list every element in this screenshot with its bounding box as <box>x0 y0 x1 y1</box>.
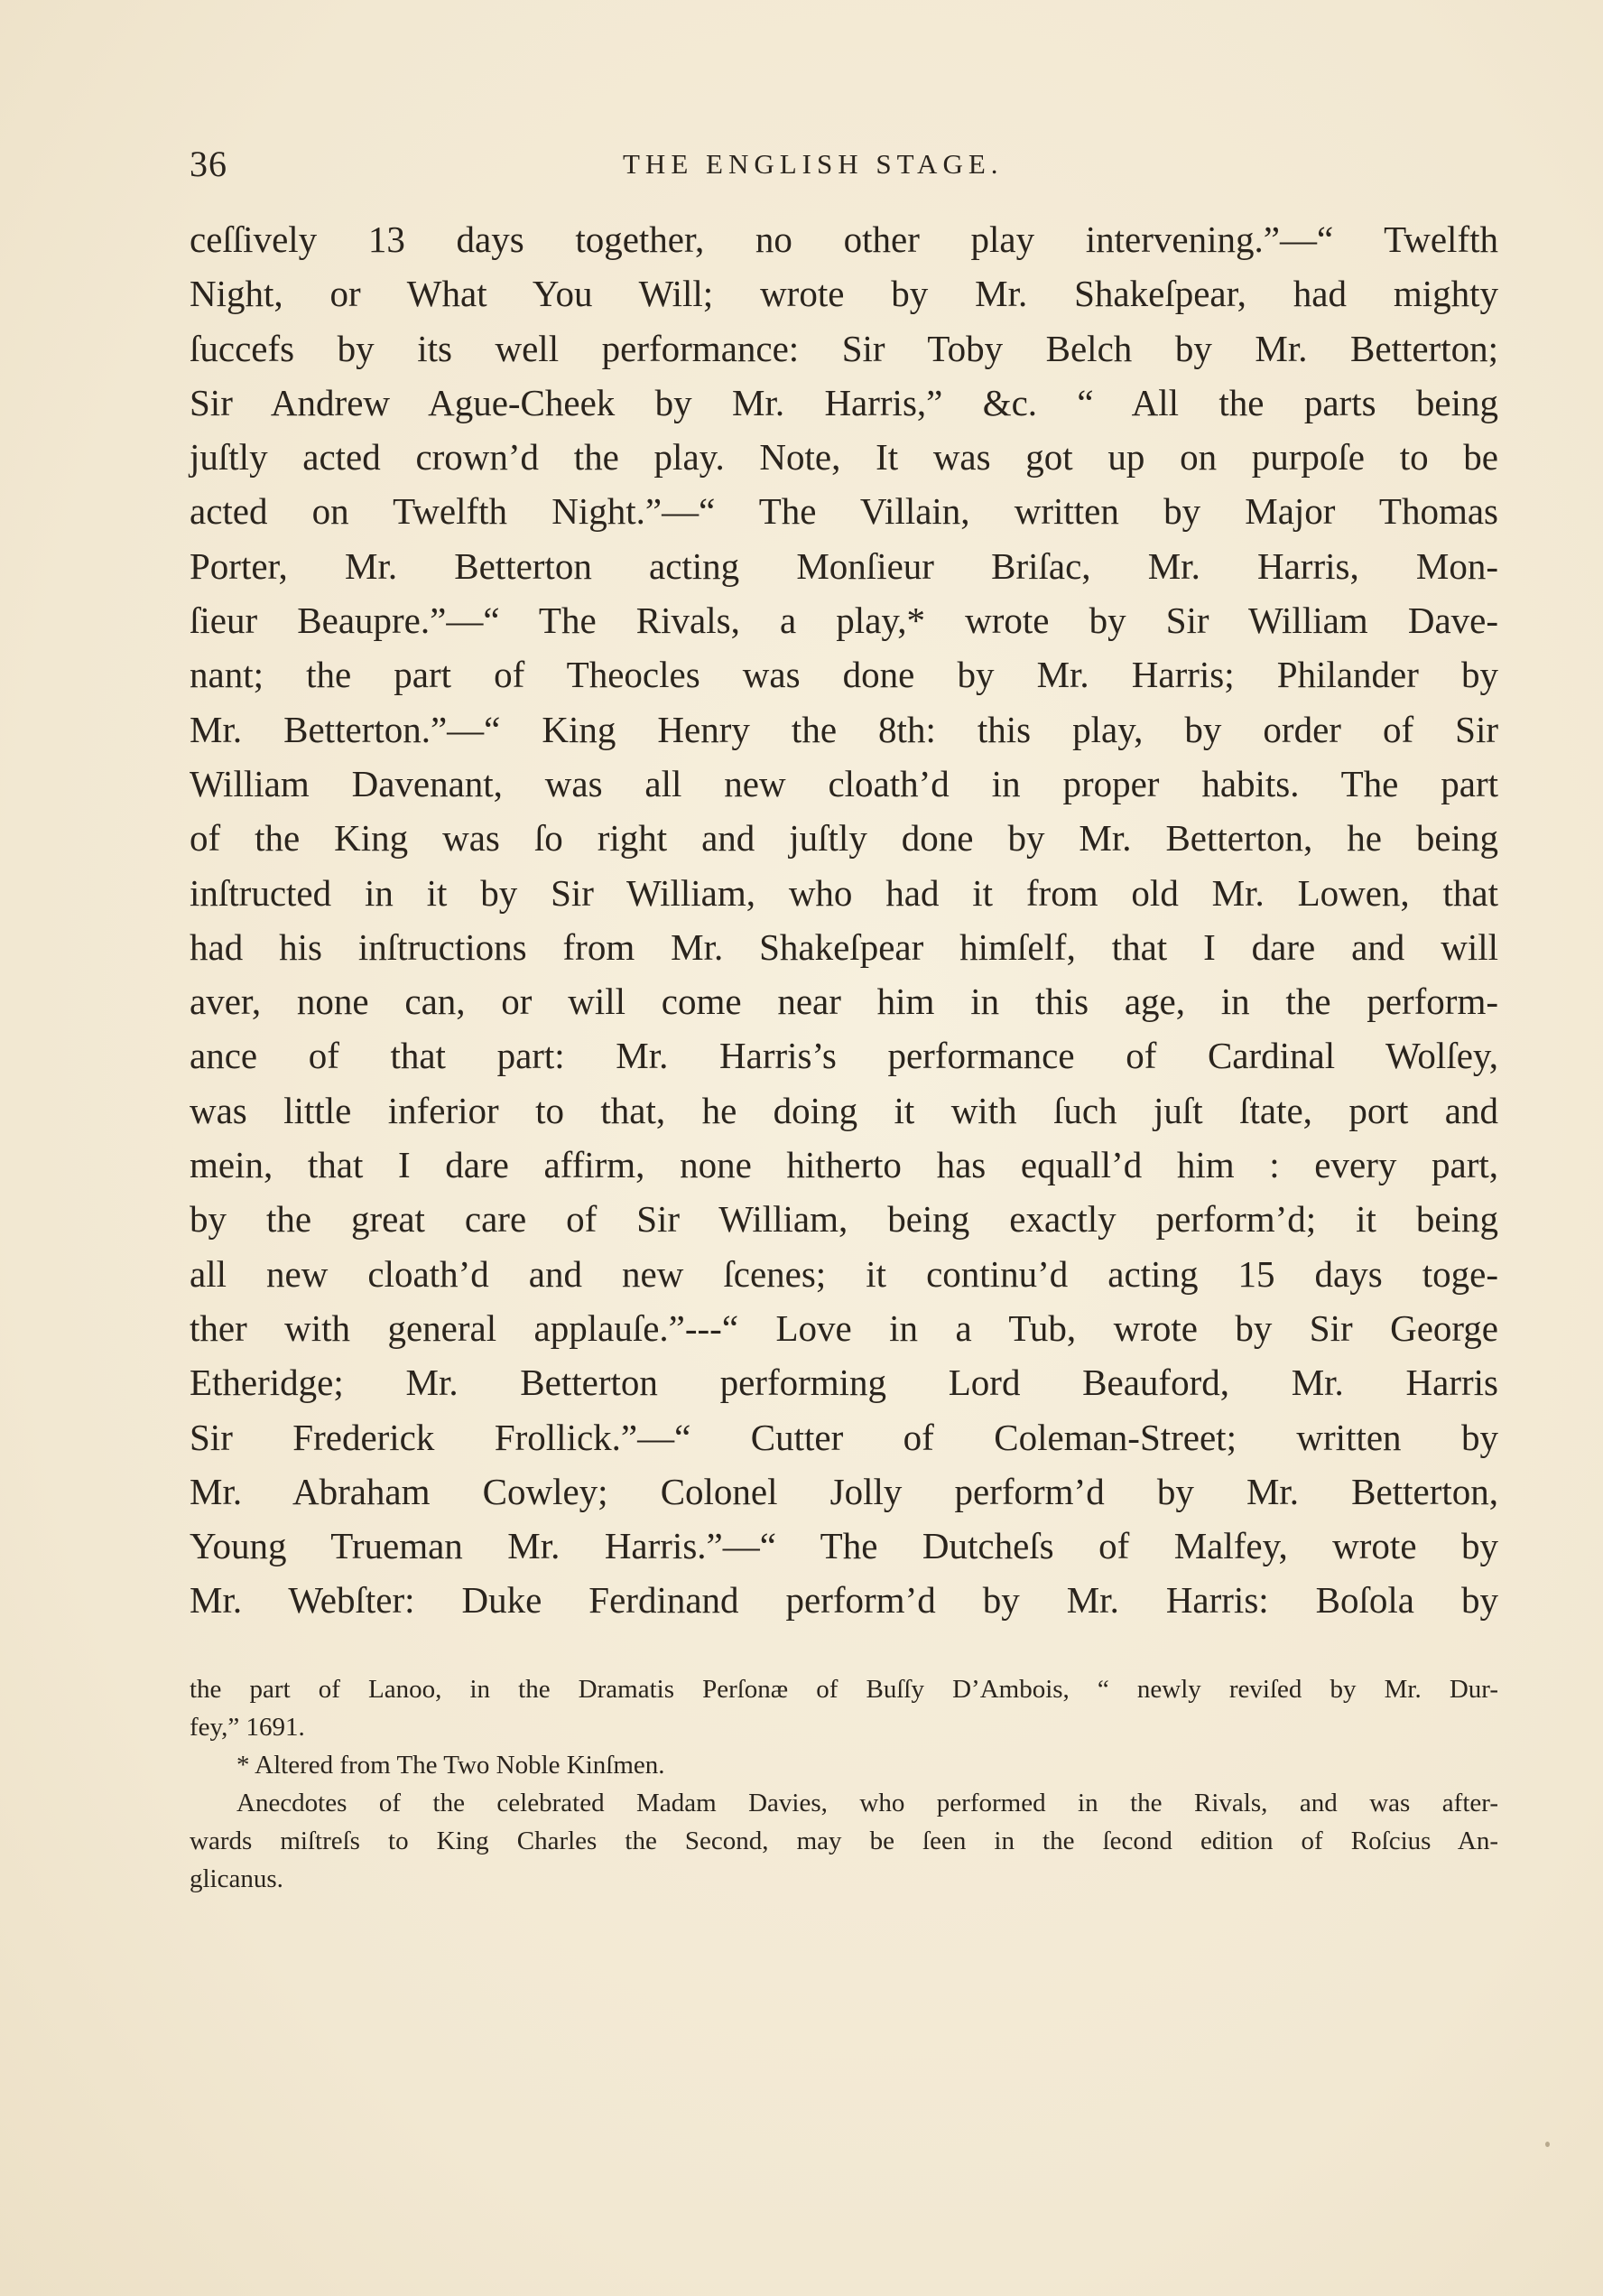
body-line: had his inſtructions from Mr. Shakeſpear himſelf, that I dare and will <box>190 925 1498 968</box>
body-line: ceſſively 13 days together, no other play intervening.”—“ Twelfth <box>190 218 1498 260</box>
body-line: Sir Andrew Ague-Cheek by Mr. Harris,” &c. “ All the parts being <box>190 381 1498 423</box>
body-line: Porter, Mr. Betterton acting Monſieur Briſac, Mr. Harris, Mon- <box>190 544 1498 587</box>
body-line: Night, or What You Will; wrote by Mr. Shakeſpear, had mighty <box>190 273 1498 315</box>
body-line: acted on Twelfth Night.”—“ The Villain, written by Major Thomas <box>190 490 1498 533</box>
body-line: ſieur Beaupre.”—“ The Rivals, a play,* wrote by Sir William Dave- <box>190 600 1498 642</box>
footnote-line: fey,” 1691. <box>190 1713 305 1742</box>
footnote-line: wards miſtreſs to King Charles the Second, may be ſeen in the ſecond edition of Roſcius An- <box>190 1827 1498 1855</box>
page-number: 36 <box>190 144 227 184</box>
body-line: nant; the part of Theocles was done by Mr. Harris; Philander by <box>190 654 1498 696</box>
body-line: ance of that part: Mr. Harris’s performance of Cardinal Wolſey, <box>190 1035 1498 1077</box>
body-line: all new cloath’d and new ſcenes; it continu’d acting 15 days toge- <box>190 1252 1498 1295</box>
footnote-line: the part of Lanoo, in the Dramatis Perſonæ of Buſſy D’Ambois, “ newly reviſed by Mr. Dur- <box>190 1675 1498 1704</box>
body-line: Mr. Betterton.”—“ King Henry the 8th: this play, by order of Sir <box>190 708 1498 750</box>
body-line: ſuccefs by its well performance: Sir Toby Belch by Mr. Betterton; <box>190 327 1498 369</box>
body-line: Mr. Abraham Cowley; Colonel Jolly perform’d by Mr. Betterton, <box>190 1470 1498 1512</box>
body-line: Sir Frederick Frollick.”—“ Cutter of Coleman-Street; written by <box>190 1416 1498 1458</box>
body-line: Young Trueman Mr. Harris.”—“ The Dutcheſs of Malfey, wrote by <box>190 1525 1498 1567</box>
running-head: THE ENGLISH STAGE. <box>623 148 1004 180</box>
body-line: ther with general applauſe.”---“ Love in a Tub, wrote by Sir George <box>190 1306 1498 1349</box>
body-line: mein, that I dare affirm, none hitherto has equall’d him : every part, <box>190 1144 1498 1186</box>
body-line: Mr. Webſter: Duke Ferdinand perform’d by Mr. Harris: Boſola by <box>190 1579 1498 1622</box>
body-line: Etheridge; Mr. Betterton performing Lord Beauford, Mr. Harris <box>190 1362 1498 1404</box>
paper-speck <box>1545 2142 1550 2147</box>
page-header <box>190 143 1489 188</box>
body-line: inſtructed in it by Sir William, who had it from old Mr. Lowen, that <box>190 871 1498 914</box>
footnote-line: glicanus. <box>190 1864 283 1893</box>
body-line: of the King was ſo right and juſtly done by Mr. Betterton, he being <box>190 817 1498 860</box>
footnote-line: Anecdotes of the celebrated Madam Davies, who performed in the Rivals, and was after- <box>236 1789 1498 1817</box>
body-line: William Davenant, was all new cloath’d in proper habits. The part <box>190 762 1498 804</box>
body-line: juſtly acted crown’d the play. Note, It was got up on purpoſe to be <box>190 436 1498 479</box>
body-text <box>190 212 1498 1628</box>
body-line: by the great care of Sir William, being exactly perform’d; it being <box>190 1198 1498 1241</box>
body-line: aver, none can, or will come near him in this age, in the perform- <box>190 981 1498 1023</box>
footnotes <box>190 1670 1498 1898</box>
footnote-line: * Altered from The Two Noble Kinſmen. <box>236 1751 665 1780</box>
body-line: was little inferior to that, he doing it with ſuch juſt ſtate, port and <box>190 1089 1498 1131</box>
